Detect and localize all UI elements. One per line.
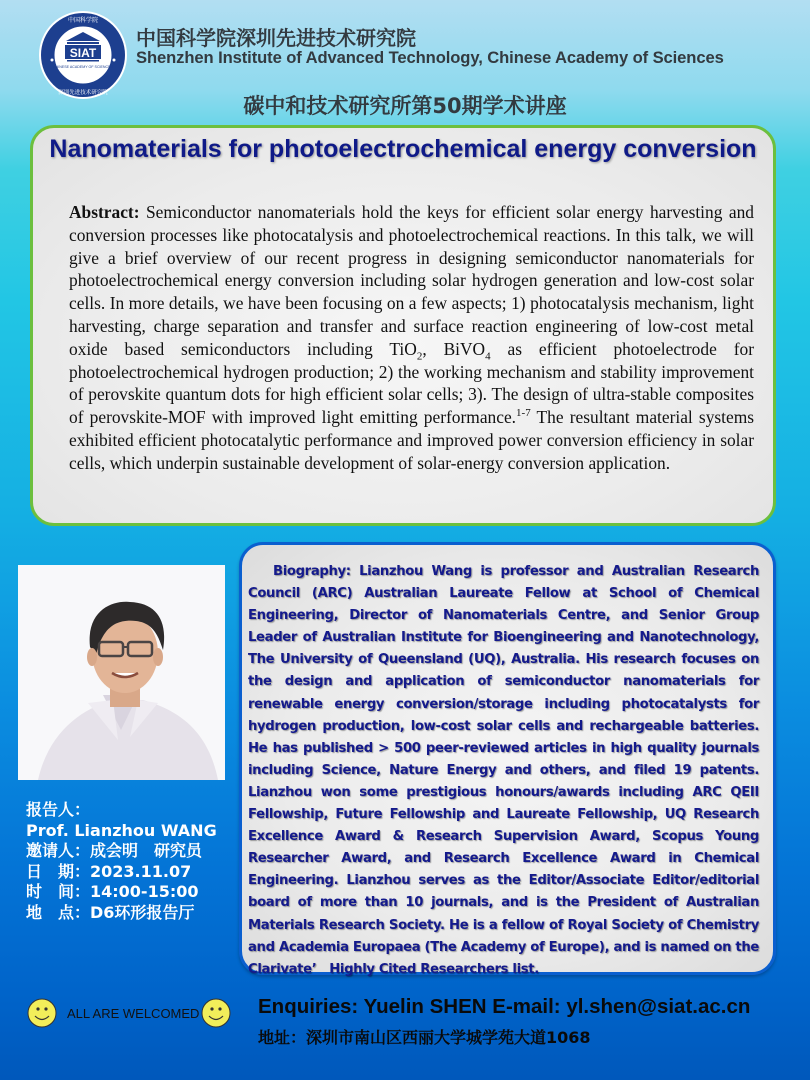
abstract-part-1: Semiconductor nanomaterials hold the keys for efficient solar energy harvesting and conversion processes like photocatalysis and photoelectrochemical reactions. In this talk, we will give a brief overview of our recent progress in designing semiconductor nanomaterials for photoelectrochemical energy conversion including solar hydrogen generation and low-cost solar cells. In more details, we have been focusing on a few aspects; 1) photocatalysis mechanism, light harvesting, charge separation and transfer and surface reaction engineering of low-cost metal oxide based semiconductors including TiO [69, 202, 754, 359]
subscript-bivo4: 4 [485, 350, 491, 363]
logo-wordmark: SIAT [69, 46, 97, 60]
reference-superscript: 1-7 [516, 407, 531, 420]
time-line: 时 间：14:00-15:00 [26, 882, 199, 901]
smiley-face-icon [201, 998, 231, 1028]
abstract-part-3: as efficient photoelectrode for photoelectrochemical hydrogen production; 2) the working mechanism and stability improvement of perovskite quantum dots for high efficient solar cells; 3). The design of ultra-stable composites of perovskite-MOF with improved light emitting performance. [69, 338, 754, 428]
siat-logo-icon [38, 10, 128, 100]
smiley-face-icon [27, 998, 57, 1028]
enquiries-contact: Enquiries: Yuelin SHEN E-mail: yl.shen@siat.ac.cn [258, 995, 751, 1018]
venue-address: 地址：深圳市南山区西丽大学城学苑大道1068 [258, 1028, 591, 1047]
abstract-label: Abstract: [69, 202, 140, 222]
welcome-text: ALL ARE WELCOMED [67, 1006, 200, 1021]
abstract-part-4: The resultant material systems exhibited efficient photocatalytic performance and improved power conversion efficiency in solar cells, which underpin sustainable development of solar-energy conversion application. [69, 407, 755, 473]
abstract-part-2: , BiVO [422, 338, 486, 359]
institute-name-cn: 中国科学院深圳先进技术研究院 [136, 26, 416, 50]
host-line: 邀请人：成会明 研究员 [26, 841, 203, 860]
institute-name-en: Shenzhen Institute of Advanced Technology, Chinese Academy of Sciences [136, 48, 724, 67]
speaker-info [26, 800, 217, 923]
logo-ring-text: 中国科学院 [67, 17, 99, 24]
talk-title: Nanomaterials for photoelectrochemical energy conversion [49, 135, 757, 163]
lecture-series-title: 碳中和技术研究所第50期学术讲座 [243, 94, 567, 118]
speaker-name: Prof. Lianzhou WANG [26, 820, 217, 840]
biography-text: Biography: Lianzhou Wang is professor and Australian Research Council (ARC) Australian Laureate Fellow at School of Chemical Engineering, Director of Nanomaterials Centre, and Senior Group Leader of Australian Institute for Bioengineering and Nanotechnology, The University of Queensland (UQ), Australia. His research focuses on the design and application of semiconductor nanomaterials for renewable energy conversion/storage including photocatalysts for hydrogen production, low-cost solar cells and rechargeable batteries. He has published > 500 peer-reviewed articles in high quality journals including Science, Nature Energy and others, and filed 19 patents. Lianzhou won some prestigious honours/awards including ARC QEII Fellowship, Future Fellowship and Laureate Fellowship, UQ Research Excellence Award & Research Supervision Award, Scopus Young Researcher Award, and Research Excellence Award in Chemical Engineering. Lianzhou serves as the Editor/Associate Editor/editorial board of more than 10 journals, and is the President of Australian Materials Research Society. He is a fellow of Royal Society of Chemistry and Academia Europaea (The Academy of Europe), and is named on the Clarivate’ Highly Cited Researchers list. [248, 564, 759, 977]
subscript-tio2: 2 [416, 350, 423, 363]
venue-line: 地 点：D6环形报告厅 [26, 902, 195, 922]
abstract-text [69, 201, 754, 475]
speaker-photo [18, 565, 225, 780]
logo-bottom-ring-text: 深圳先进技术研究院 [58, 90, 108, 96]
logo-subtitle: CHINESE ACADEMY OF SCIENCES [53, 65, 113, 69]
reporter-label: 报告人： [26, 800, 91, 819]
date-line: 日 期：2023.11.07 [26, 861, 192, 881]
speaker-portrait-icon [18, 565, 225, 780]
